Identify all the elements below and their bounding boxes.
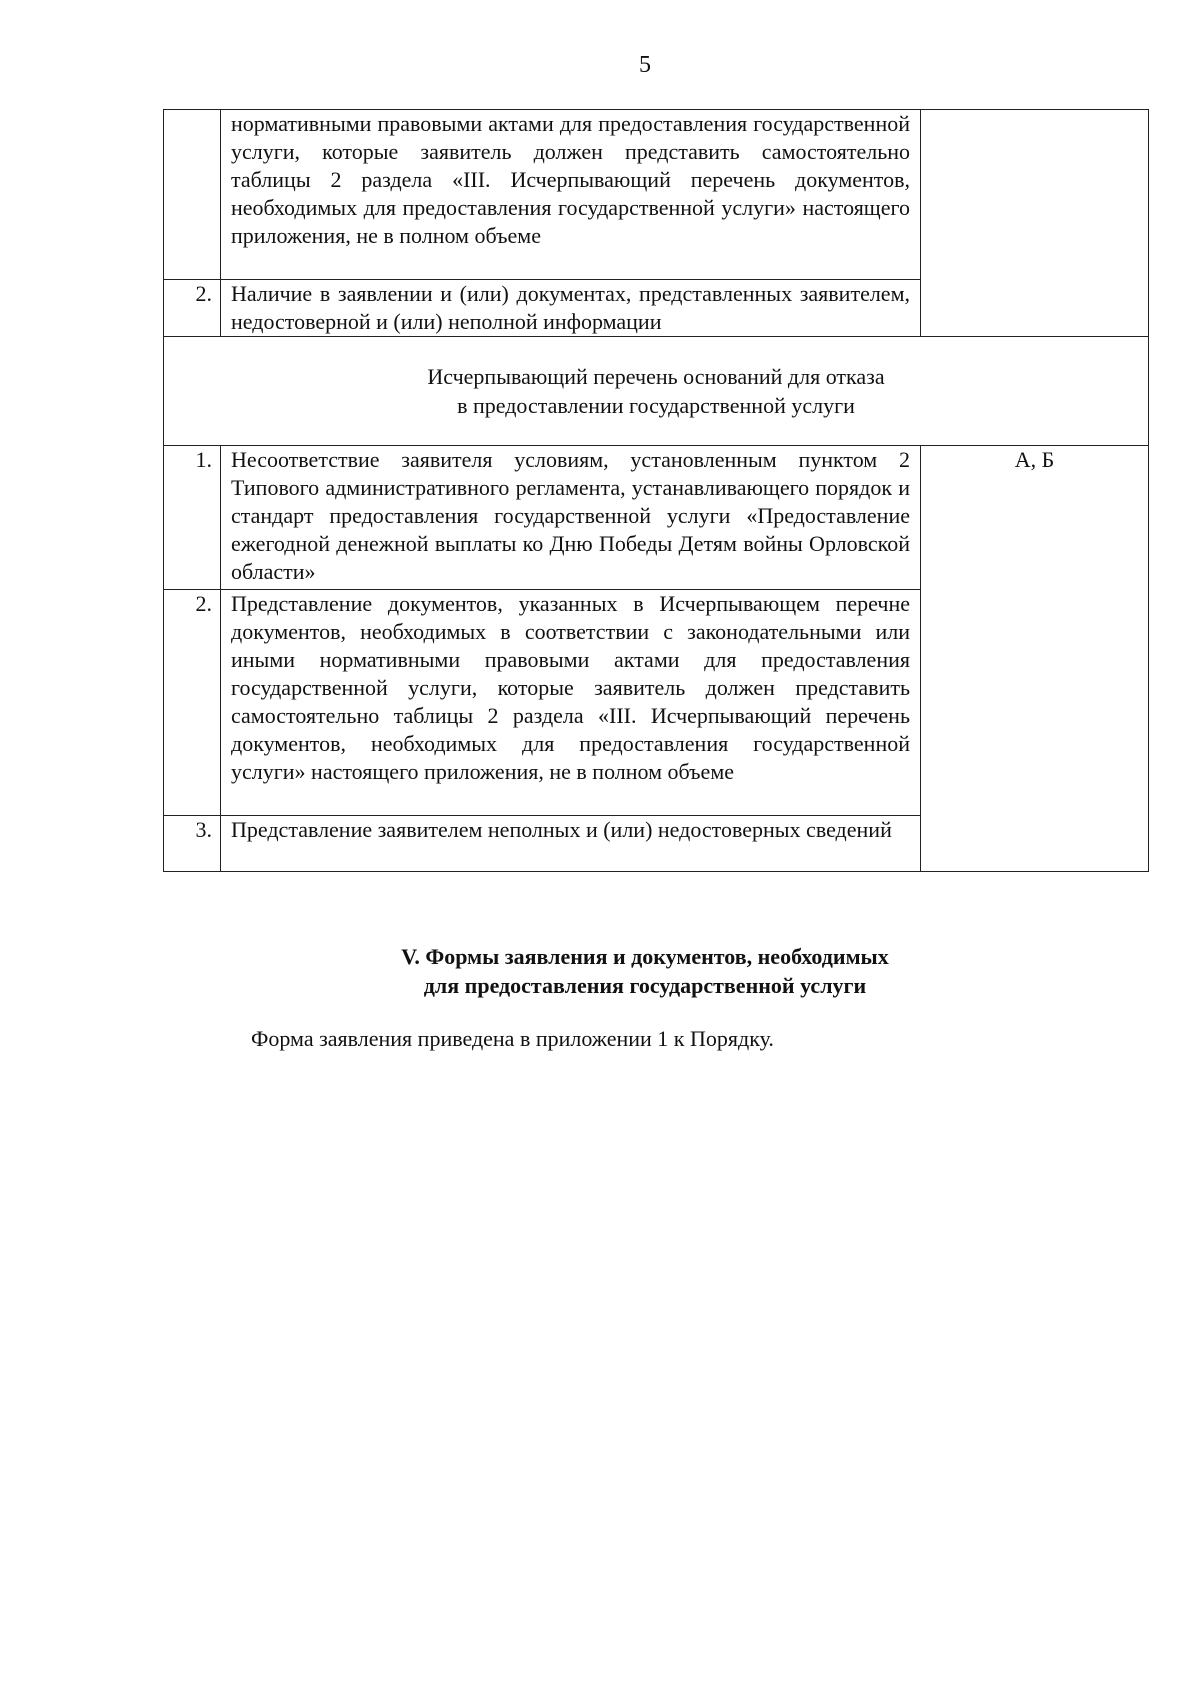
row-number: 1. (164, 446, 221, 590)
table-row (164, 446, 1149, 590)
section-heading-line: в предоставлении государственной услуги (457, 393, 855, 418)
row-text: Представление документов, указанных в Исчерпывающем перечне документов, необходимых в соответствии с законодательными или иными нормативными правовыми актами для предоставления государственной услуги, которые заявитель должен представить самостоятельно таблицы 2 раздела «III. Исчерпывающий перечень документов, необходимых для предоставления государственной услуги» настоящего приложения, не в полном объеме (221, 590, 921, 816)
row-text: Несоответствие заявителя условиям, установленным пунктом 2 Типового административного регламента, устанавливающего порядок и стандарт предоставления государственной услуги «Предоставление ежегодной денежной выплаты ко Дню Победы Детям войны Орловской области» (221, 446, 921, 590)
row-applicant-category (921, 110, 1149, 337)
section-v-heading-line: V. Формы заявления и документов, необходимых (401, 944, 889, 969)
row-applicant-category: А, Б (921, 446, 1149, 872)
row-text: нормативными правовыми актами для предоставления государственной услуги, которые заявитель должен представить самостоятельно таблицы 2 раздела «III. Исчерпывающий перечень документов, необходимых для предоставления государственной услуги» настоящего приложения, не в полном объеме (221, 110, 921, 280)
row-number: 2. (164, 280, 221, 337)
row-number (164, 110, 221, 280)
grounds-table (163, 109, 1149, 872)
row-text: Представление заявителем неполных и (или) недостоверных сведений (221, 816, 921, 872)
section-v-heading-line: для предоставления государственной услуги (423, 973, 867, 998)
section-heading-line: Исчерпывающий перечень оснований для отказа (427, 364, 885, 389)
row-number: 2. (164, 590, 221, 816)
section-heading (164, 337, 1149, 446)
section-heading-row (164, 337, 1149, 446)
table-row (164, 110, 1149, 280)
page-number: 5 (639, 52, 651, 78)
section-v-heading (0, 942, 1200, 1000)
row-text: Наличие в заявлении и (или) документах, представленных заявителем, недостоверной и (или) неполной информации (221, 280, 921, 337)
section-v-paragraph: Форма заявления приведена в приложении 1 к Порядку. (251, 1026, 774, 1051)
row-number: 3. (164, 816, 221, 872)
